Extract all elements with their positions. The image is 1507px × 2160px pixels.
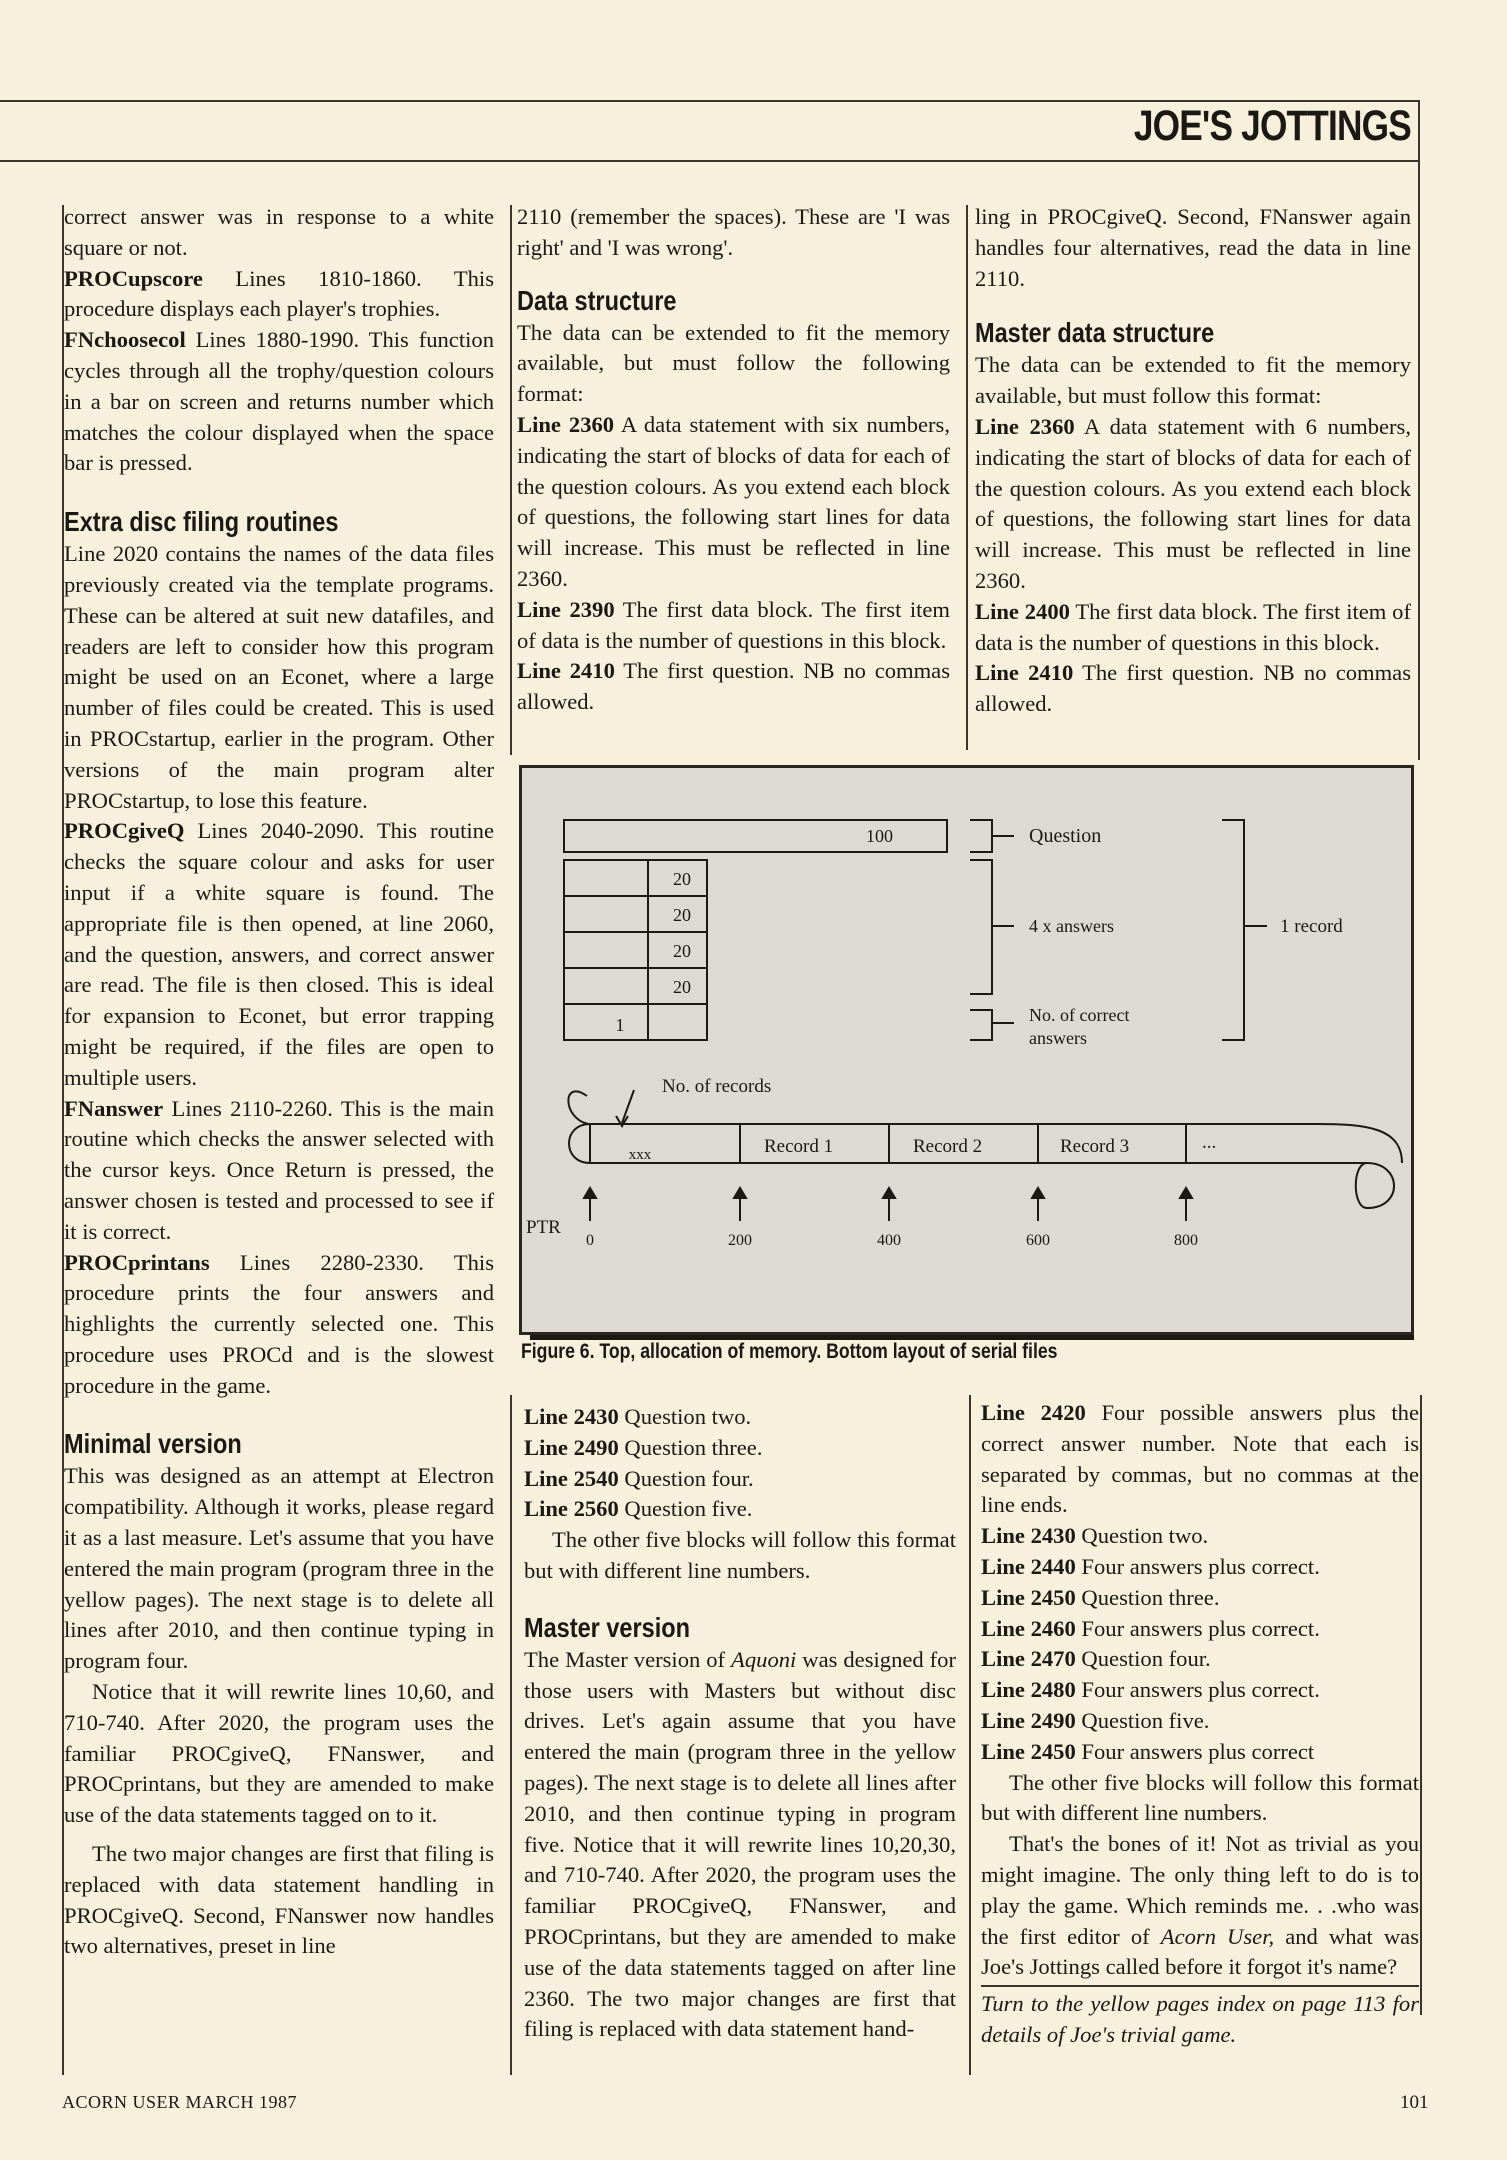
term: PROCgiveQ (64, 818, 185, 844)
paragraph: 2110 (remember the spaces). These are 'I was right' and 'I was wrong'. (517, 204, 950, 260)
line-entry: Line 2490 Question three. (524, 1434, 763, 1460)
line-entry: Line 2430 Question two. (524, 1404, 752, 1429)
term: Line 2470 (981, 1646, 1076, 1672)
col3-right-rule-bottom (1420, 1395, 1422, 2015)
paragraph: Line 2410 The first question. NB no commas allowed. (975, 660, 1411, 717)
line-entry: Line 2540 Question four. (524, 1465, 754, 1491)
line-entry: Line 2440 Four answers plus correct. (981, 1553, 1320, 1579)
offset-label: 200 (728, 1232, 752, 1249)
paragraph: Line 2360 A data statement with six numbers, indicating the start of blocks of data for each of the question colours. As you extend each block of questions, the following start lines for data will increase. This must be reflected in line 2360. (517, 411, 950, 591)
answer-value: 20 (673, 941, 691, 961)
heading-master-data-structure: Master data structure (975, 317, 1215, 349)
column-1 (64, 202, 494, 1962)
paragraph: FNchoosecol Lines 1880-1990. This function cycles through all the trophy/question colours in a bar on screen and returns number which matches the colour displayed when the space bar is pressed. (64, 327, 494, 476)
col1-col2-rule-top (510, 205, 512, 755)
term: Line 2450 (981, 1584, 1076, 1610)
heading-data-structure: Data structure (517, 284, 677, 316)
section-header: JOE'S JOTTINGS (1133, 102, 1411, 150)
term: Line 2540 (524, 1465, 619, 1491)
col1-col2-rule-bottom (510, 1395, 512, 2075)
answers-bracket (970, 860, 1014, 994)
term: Line 2440 (981, 1553, 1076, 1579)
heading-extra-disc: Extra disc filing routines (64, 506, 339, 538)
line-entry: Line 2470 Question four. (981, 1646, 1211, 1672)
term: Line 2420 (981, 1400, 1086, 1425)
label-question: Question (1029, 825, 1102, 847)
column-2-bottom (524, 1402, 956, 2045)
term: Line 2430 (524, 1404, 619, 1429)
term: Line 2480 (981, 1677, 1076, 1703)
correct-value: 1 (615, 1015, 625, 1035)
offset-label: 0 (586, 1232, 594, 1249)
column-3-top (975, 202, 1411, 720)
line-entry: Line 2490 Question five. (981, 1707, 1210, 1733)
answer-value: 20 (673, 869, 691, 889)
term: Line 2410 (517, 658, 615, 684)
header-vrule (1418, 100, 1420, 162)
term: Line 2430 (981, 1523, 1076, 1549)
term: FNanswer (64, 1095, 164, 1121)
page-number: 101 (1400, 2092, 1429, 2113)
line-entry: Line 2560 Question five. (524, 1496, 753, 1522)
paragraph: PROCupscore Lines 1810-1860. This procedure displays each player's trophies. (64, 265, 494, 322)
label-no-of-records: No. of records (662, 1076, 772, 1097)
paragraph: Line 2410 The first question. NB no commas allowed. (517, 658, 950, 715)
label-record: 1 record (1280, 916, 1343, 937)
closing-note: Turn to the yellow pages index on page 113 for details of Joe's trivial game. (981, 1991, 1419, 2047)
paragraph: The Master version of Aquoni was designed for those users with Masters but without disc drives. Let's again assume that you have entered the main (program three in the yellow pages). The next stage is to delete all lines after 2010, and then continue typing in program five. Notice that it will rewrite lines 10,20,30, and 710-740. After 2020, the program uses the familiar PROCgiveQ, FNanswer, and PROCprintans, but they are amended to make use of the data statements tagged on after line 2360. The two major changes are first that filing is replaced with data statement hand- (524, 1646, 956, 2042)
term: Line 2410 (975, 660, 1074, 686)
line-entry: Line 2480 Four answers plus correct. (981, 1677, 1320, 1703)
record-label: ... (1202, 1132, 1217, 1153)
term: Line 2390 (517, 596, 615, 622)
heading-minimal-version: Minimal version (64, 1428, 242, 1460)
line-entry: Line 2450 Four answers plus correct (981, 1738, 1315, 1764)
paragraph: The data can be extended to fit the memory available, but must follow this format: (975, 352, 1411, 409)
paragraph: Line 2390 The first data block. The first item of data is the number of questions in this block. (517, 596, 950, 653)
paragraph: ling in PROCgiveQ. Second, FNanswer again handles four alternatives, read the data in line 2110. (975, 204, 1411, 291)
paragraph: PROCgiveQ Lines 2040-2090. This routine checks the square colour and asks for user input if a white square is found. The appropriate file is then opened, at line 2060, and the question, answers, and correct answer are read. The file is then closed. This is ideal for expansion to Econet, but error trapping might be required, if the files are open to multiple users. (64, 818, 494, 1090)
answer-value: 20 (673, 977, 691, 997)
end-rule (981, 1985, 1419, 1987)
offset-label: 400 (877, 1232, 901, 1249)
offset-label: 800 (1174, 1232, 1198, 1249)
paragraph: PROCprintans Lines 2280-2330. This procedure prints the four answers and highlights the currently selected one. This procedure uses PROCd and is the slowest procedure in the game. (64, 1249, 494, 1398)
term: Line 2490 (981, 1707, 1076, 1733)
paragraph: The two major changes are first that filing is replaced with data statement handling in PROCgiveQ. Second, FNanswer now handles two alternatives, preset in line (64, 1841, 494, 1959)
label-correct-line2: answers (1029, 1028, 1087, 1048)
cell-xxx: xxx (628, 1147, 652, 1163)
paragraph: The data can be extended to fit the memory available, but must follow the following format: (517, 319, 950, 407)
paragraph: correct answer was in response to a white square or not. (64, 204, 494, 260)
record-label: Record 2 (913, 1136, 983, 1157)
column-3-bottom (981, 1398, 1419, 2051)
col2-col3-rule-bottom (969, 1395, 971, 2075)
correct-bracket (970, 1010, 1014, 1040)
no-of-records-pointer (622, 1090, 634, 1123)
paragraph: That's the bones of it! Not as trivial as you might imagine. The only thing left to do is to play the game. Which reminds me. . .who was the first editor of Acorn User, and what was Joe's Jottings called before it forgot it's name? (981, 1831, 1420, 1980)
record-block (564, 860, 648, 1040)
col2-col3-rule-top (966, 205, 968, 750)
term: Line 2490 (524, 1434, 619, 1460)
term: FNchoosecol (64, 327, 186, 353)
paragraph: FNanswer Lines 2110-2260. This is the main routine which checks the answer selected with the cursor keys. Once Return is pressed, the answer chosen is tested and processed to see if it is correct. (64, 1095, 494, 1244)
label-correct-line1: No. of correct (1029, 1005, 1130, 1025)
term: Line 2400 (975, 598, 1070, 624)
header-rule (0, 160, 1418, 162)
paragraph: Notice that it will rewrite lines 10,60, and 710-740. After 2020, the program uses the familiar PROCgiveQ, FNanswer, and PROCprintans, but they are amended to make use of the data statements tagged on to it. (64, 1679, 494, 1828)
ptr-label: PTR (526, 1217, 561, 1238)
offset-label: 600 (1026, 1232, 1050, 1249)
heading-master-version: Master version (524, 1611, 691, 1643)
paragraph: This was designed as an attempt at Electron compatibility. Although it works, please regard it as a last measure. Let's assume that you have entered the main program (program three in the yellow pages). The next stage is to delete all lines after 2010, and then continue typing in program four. (64, 1463, 494, 1674)
record-label: Record 3 (1060, 1136, 1130, 1157)
paragraph: Line 2020 contains the names of the data files previously created via the template programs. These can be altered at suit new datafiles, and readers are left to consider how this program might be used on an Econet, where a large number of files could be created. This is used in PROCstartup, earlier in the program. Other versions of the main program alter PROCstartup, to lose this feature. (64, 541, 494, 813)
footer-publication: ACORN USER MARCH 1987 (62, 2092, 298, 2112)
term: PROCupscore (64, 265, 203, 291)
memory-diagram (522, 768, 1411, 1332)
term: Line 2360 (517, 411, 615, 437)
term: Line 2560 (524, 1496, 619, 1522)
term: Line 2450 (981, 1738, 1076, 1764)
question-bracket (970, 820, 1014, 852)
record-label: Record 1 (764, 1136, 834, 1157)
term: Line 2460 (981, 1615, 1076, 1641)
paragraph: Line 2360 A data statement with 6 numbers, indicating the start of blocks of data for each of the question colours. As you extend each block of questions, the following start lines for data will increase. This must be reflected in line 2360. (975, 413, 1411, 593)
figure-6 (519, 765, 1414, 1335)
line-entry: Line 2460 Four answers plus correct. (981, 1615, 1320, 1641)
line-entry: Line 2450 Question three. (981, 1584, 1220, 1610)
paragraph: Line 2400 The first data block. The first item of data is the number of questions in this block. (975, 598, 1411, 655)
col3-right-rule-top (1418, 160, 1420, 760)
column-2-top (517, 202, 950, 718)
figure-caption: Figure 6. Top, allocation of memory. Bottom layout of serial files (521, 1340, 1058, 1363)
line-entry: Line 2430 Question two. (981, 1523, 1209, 1549)
question-value: 100 (866, 826, 893, 846)
answer-value: 20 (673, 905, 691, 925)
line-entry: Line 2420 Four possible answers plus the correct answer number. Note that each is separated by commas, but no commas at the line ends. (981, 1400, 1419, 1518)
paragraph: The other five blocks will follow this format but with different line numbers. (981, 1769, 1419, 1826)
label-answers: 4 x answers (1029, 916, 1114, 936)
paragraph: The other five blocks will follow this format but with different line numbers. (524, 1527, 956, 1583)
term: PROCprintans (64, 1249, 210, 1275)
record-bracket (1222, 820, 1267, 1040)
term: Line 2360 (975, 413, 1075, 439)
